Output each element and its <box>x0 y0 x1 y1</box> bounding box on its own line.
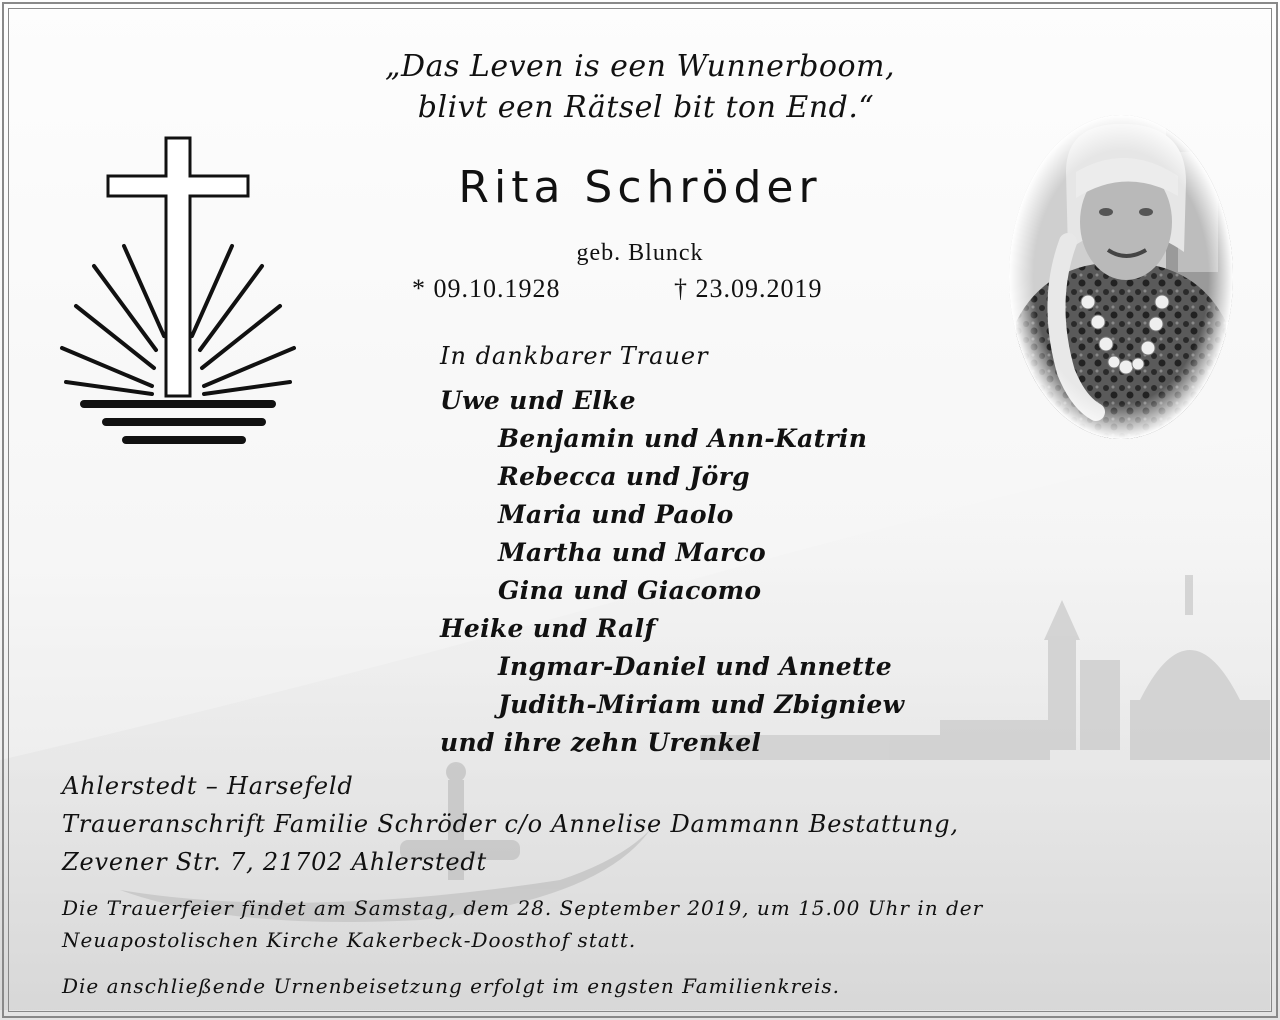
family-member: Ingmar-Daniel und Annette <box>498 652 892 681</box>
burial-line: Die anschließende Urnenbeisetzung erfolgt im engsten Familienkreis. <box>62 974 841 998</box>
mourning-line: In dankbarer Trauer <box>440 342 709 370</box>
death-date: † 23.09.2019 <box>674 274 823 303</box>
address-line-1: Traueranschrift Familie Schröder c/o Annelise Dammann Bestattung, <box>62 810 959 838</box>
quote-line-2: blivt een Rätsel bit ton End.“ <box>417 90 875 125</box>
family-member: Martha und Marco <box>498 538 766 567</box>
family-member: Heike und Ralf <box>440 614 656 643</box>
family-member: Rebecca und Jörg <box>498 462 750 491</box>
ceremony-line-1: Die Trauerfeier findet am Samstag, dem 28. September 2019, um 15.00 Uhr in der <box>62 896 984 920</box>
birth-date: * 09.10.1928 <box>412 274 561 303</box>
quote-line-1: „Das Leven is een Wunnerboom, <box>384 49 896 84</box>
birth-name: geb. Blunck <box>576 240 704 266</box>
family-member: und ihre zehn Urenkel <box>440 728 762 757</box>
family-member: Judith-Miriam und Zbigniew <box>498 690 905 719</box>
family-member: Gina und Giacomo <box>498 576 762 605</box>
ceremony-line-2: Neuapostolischen Kirche Kakerbeck-Doosthof statt. <box>62 928 637 952</box>
quote <box>0 46 1280 128</box>
deceased-name: Rita Schröder <box>458 162 822 213</box>
family-member: Uwe und Elke <box>440 386 636 415</box>
place-line: Ahlerstedt – Harsefeld <box>62 772 354 800</box>
address-line-2: Zevener Str. 7, 21702 Ahlerstedt <box>62 848 487 876</box>
family-member: Benjamin und Ann-Katrin <box>498 424 868 453</box>
family-member: Maria und Paolo <box>498 500 734 529</box>
